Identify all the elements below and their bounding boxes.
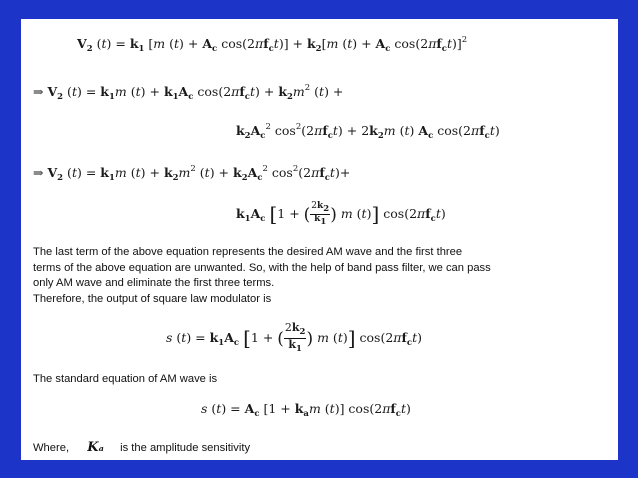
equation-5: s $(t) = A_c$ [$1 + k_am$ (t)] $\cos(2\pi f_ct)$ xyxy=(201,401,411,419)
equation-4: s $(t) = k_1A_c$ [1 + ( $\frac{2k_2}{k_1}$ ) m (t)] $\cos(2\pi f_ct)$ xyxy=(166,321,423,354)
where-label: Where, xyxy=(33,442,70,454)
where-line xyxy=(33,440,250,456)
equation-2-line-1: ⇒ $V_2$ $(t) = k_1m$ $(t) + k_1A_c$ $\cos(2\pi f_ct) + k_2m^2$ (t) + xyxy=(33,83,344,102)
paragraph-line-3: only AM wave and eliminate the first three terms. xyxy=(33,277,275,289)
equation-2-line-2: $k_2A_c^2$ $\cos^2(2\pi f_ct) + 2k_2m$ (t) $A_c$ $\cos(2\pi f_ct)$ xyxy=(236,122,500,141)
paragraph-line-2: terms of the above equation are unwanted. So, with the help of band pass filter, we can pass xyxy=(33,262,491,274)
equation-3-line-2: $k_1A_c$ [1 + ( $\frac{2k2}{k1}$ ) m (t)] $\cos(2\pi f_ct)$ xyxy=(236,201,446,227)
paragraph-output-intro: Therefore, the output of square law modulator is xyxy=(33,293,272,305)
equation-3-line-1: ⇒ $V_2$ $(t) = k_1m$ $(t) + k_2m^2$ $(t) + k_2A_c^2$ $\cos^2(2\pi f_ct)+$ xyxy=(33,164,351,183)
where-symbol: Kₐ xyxy=(87,440,104,455)
paragraph-line-1: The last term of the above equation represents the desired AM wave and the first three xyxy=(33,246,463,258)
paragraph-standard-intro: The standard equation of AM wave is xyxy=(33,373,218,385)
where-description: is the amplitude sensitivity xyxy=(120,442,251,454)
equation-1: $V_2$ $(t) = k_1$ [m $(t) + A_c$ $\cos(2\pi f_ct)] + k_2[m$ $(t) + A_c$ $\cos(2\pi f_ct)]^2$ xyxy=(77,35,468,54)
slide-content xyxy=(21,19,618,460)
